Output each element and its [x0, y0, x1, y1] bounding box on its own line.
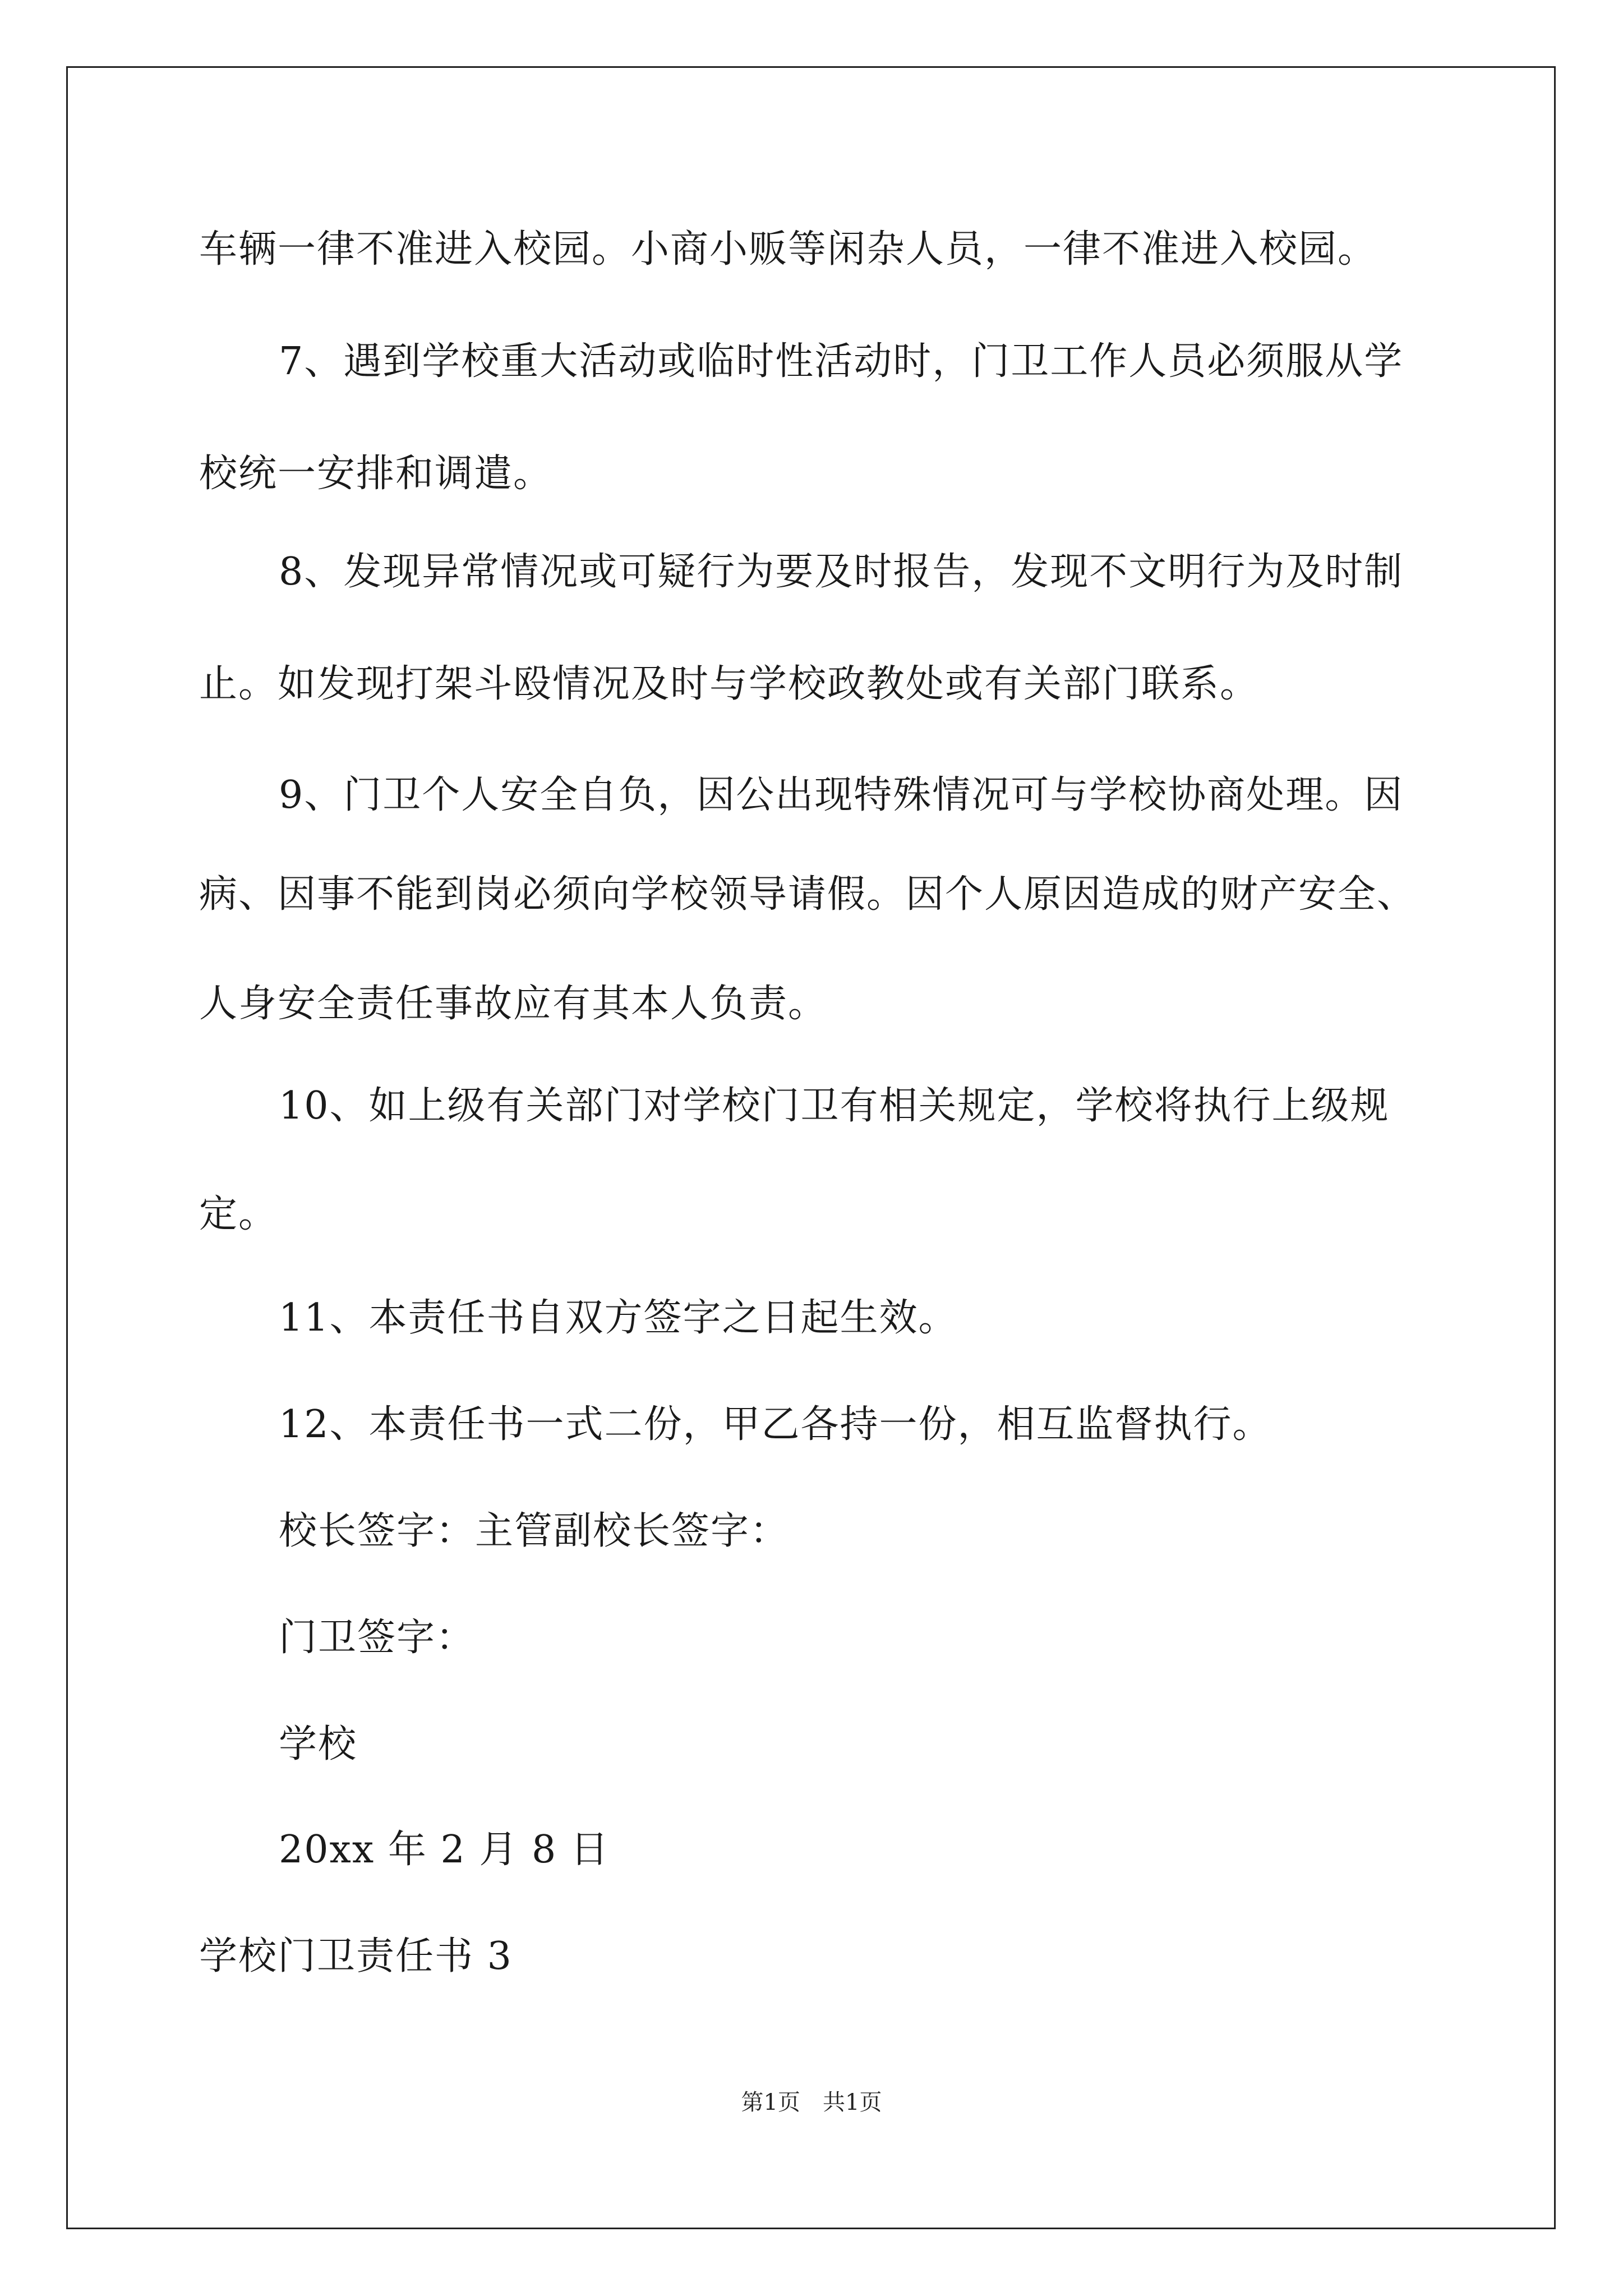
section-heading: 学校门卫责任书 3 [199, 1934, 513, 1978]
text-line: 车辆一律不准进入校园。小商小贩等闲杂人员，一律不准进入校园。 [199, 227, 1377, 272]
text-line: 人身安全责任事故应有其本人负责。 [199, 982, 828, 1026]
text-line: 病、因事不能到岗必须向学校领导请假。因个人原因造成的财产安全、 [199, 872, 1417, 917]
text-line: 止。如发现打架斗殴情况及时与学校政教处或有关部门联系。 [199, 662, 1260, 706]
text-line: 校统一安排和调遣。 [199, 452, 553, 496]
text-line: 7、遇到学校重大活动或临时性活动时，门卫工作人员必须服从学 [279, 339, 1404, 384]
school-label: 学校 [279, 1722, 358, 1766]
signature-line-guard: 门卫签字： [279, 1616, 476, 1660]
signature-line-principal: 校长签字：主管副校长签字： [279, 1509, 790, 1553]
text-line: 12、本责任书一式二份，甲乙各持一份，相互监督执行。 [279, 1402, 1272, 1447]
text-line: 9、门卫个人安全自负，因公出现特殊情况可与学校协商处理。因 [279, 773, 1404, 817]
text-line: 11、本责任书自双方签字之日起生效。 [279, 1296, 958, 1340]
text-line: 10、如上级有关部门对学校门卫有相关规定，学校将执行上级规 [279, 1084, 1390, 1128]
document-date: 20xx 年 2 月 8 日 [279, 1828, 610, 1872]
page-frame [66, 66, 1556, 2229]
text-line: 定。 [199, 1192, 278, 1236]
page-footer: 第1页 共1页 [741, 2090, 882, 2115]
text-line: 8、发现异常情况或可疑行为要及时报告，发现不文明行为及时制 [279, 550, 1404, 594]
